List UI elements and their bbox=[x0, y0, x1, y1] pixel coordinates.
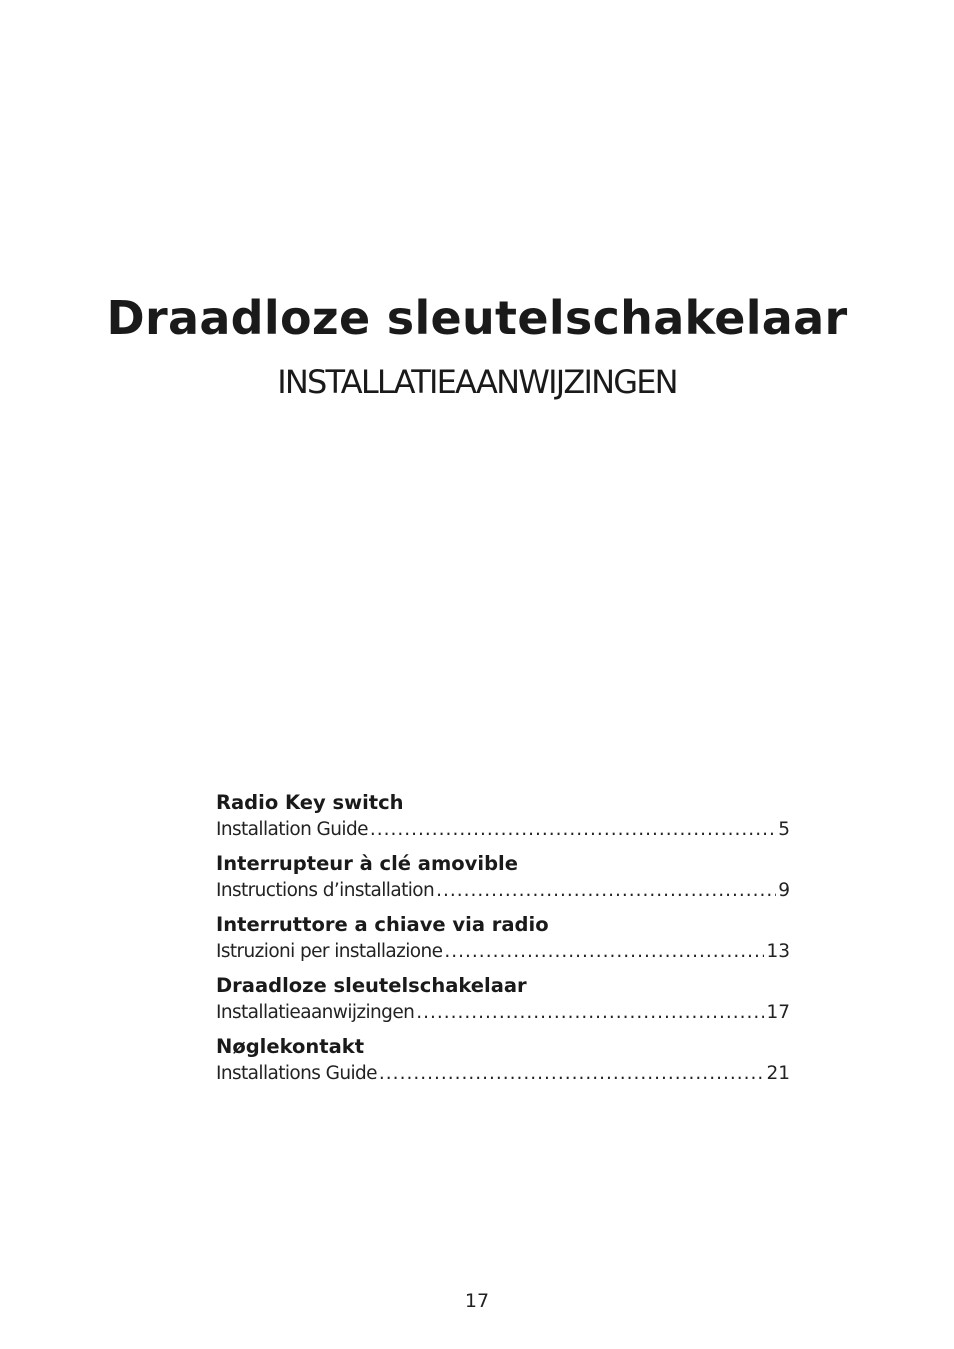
toc-page-number: 21 bbox=[766, 1063, 790, 1084]
toc-subtitle: Istruzioni per installazione bbox=[216, 941, 443, 962]
toc-entry-english bbox=[216, 789, 790, 850]
toc-line bbox=[216, 939, 790, 965]
toc-subtitle: Installation Guide bbox=[216, 819, 368, 840]
toc-heading: Radio Key switch bbox=[216, 791, 404, 814]
dot-leader bbox=[416, 1000, 764, 1026]
dot-leader bbox=[370, 817, 776, 843]
toc-subtitle: Installations Guide bbox=[216, 1063, 377, 1084]
toc-heading: Interrupteur à clé amovible bbox=[216, 852, 518, 875]
toc-line bbox=[216, 1000, 790, 1026]
table-of-contents bbox=[216, 789, 790, 1094]
document-title: Draadloze sleutelschakelaar bbox=[106, 291, 848, 345]
page-number: 17 bbox=[464, 1290, 490, 1312]
toc-subtitle: Instructions d’installation bbox=[216, 880, 435, 901]
document-subtitle: INSTALLATIEAANWIJZINGEN bbox=[277, 363, 677, 401]
toc-heading: Nøglekontakt bbox=[216, 1035, 365, 1058]
toc-heading: Interruttore a chiave via radio bbox=[216, 913, 549, 936]
toc-page-number: 5 bbox=[778, 819, 790, 840]
toc-line bbox=[216, 817, 790, 843]
toc-heading: Draadloze sleutelschakelaar bbox=[216, 974, 527, 997]
toc-entry-dutch bbox=[216, 972, 790, 1033]
toc-page-number: 9 bbox=[778, 880, 790, 901]
toc-page-number: 13 bbox=[766, 941, 790, 962]
toc-subtitle: Installatieaanwijzingen bbox=[216, 1002, 415, 1023]
toc-line bbox=[216, 1061, 790, 1087]
toc-entry-danish bbox=[216, 1033, 790, 1094]
toc-entry-italian bbox=[216, 911, 790, 972]
toc-entry-french bbox=[216, 850, 790, 911]
toc-page-number: 17 bbox=[766, 1002, 790, 1023]
toc-line bbox=[216, 878, 790, 904]
dot-leader bbox=[379, 1061, 765, 1087]
dot-leader bbox=[444, 939, 764, 965]
dot-leader bbox=[436, 878, 776, 904]
